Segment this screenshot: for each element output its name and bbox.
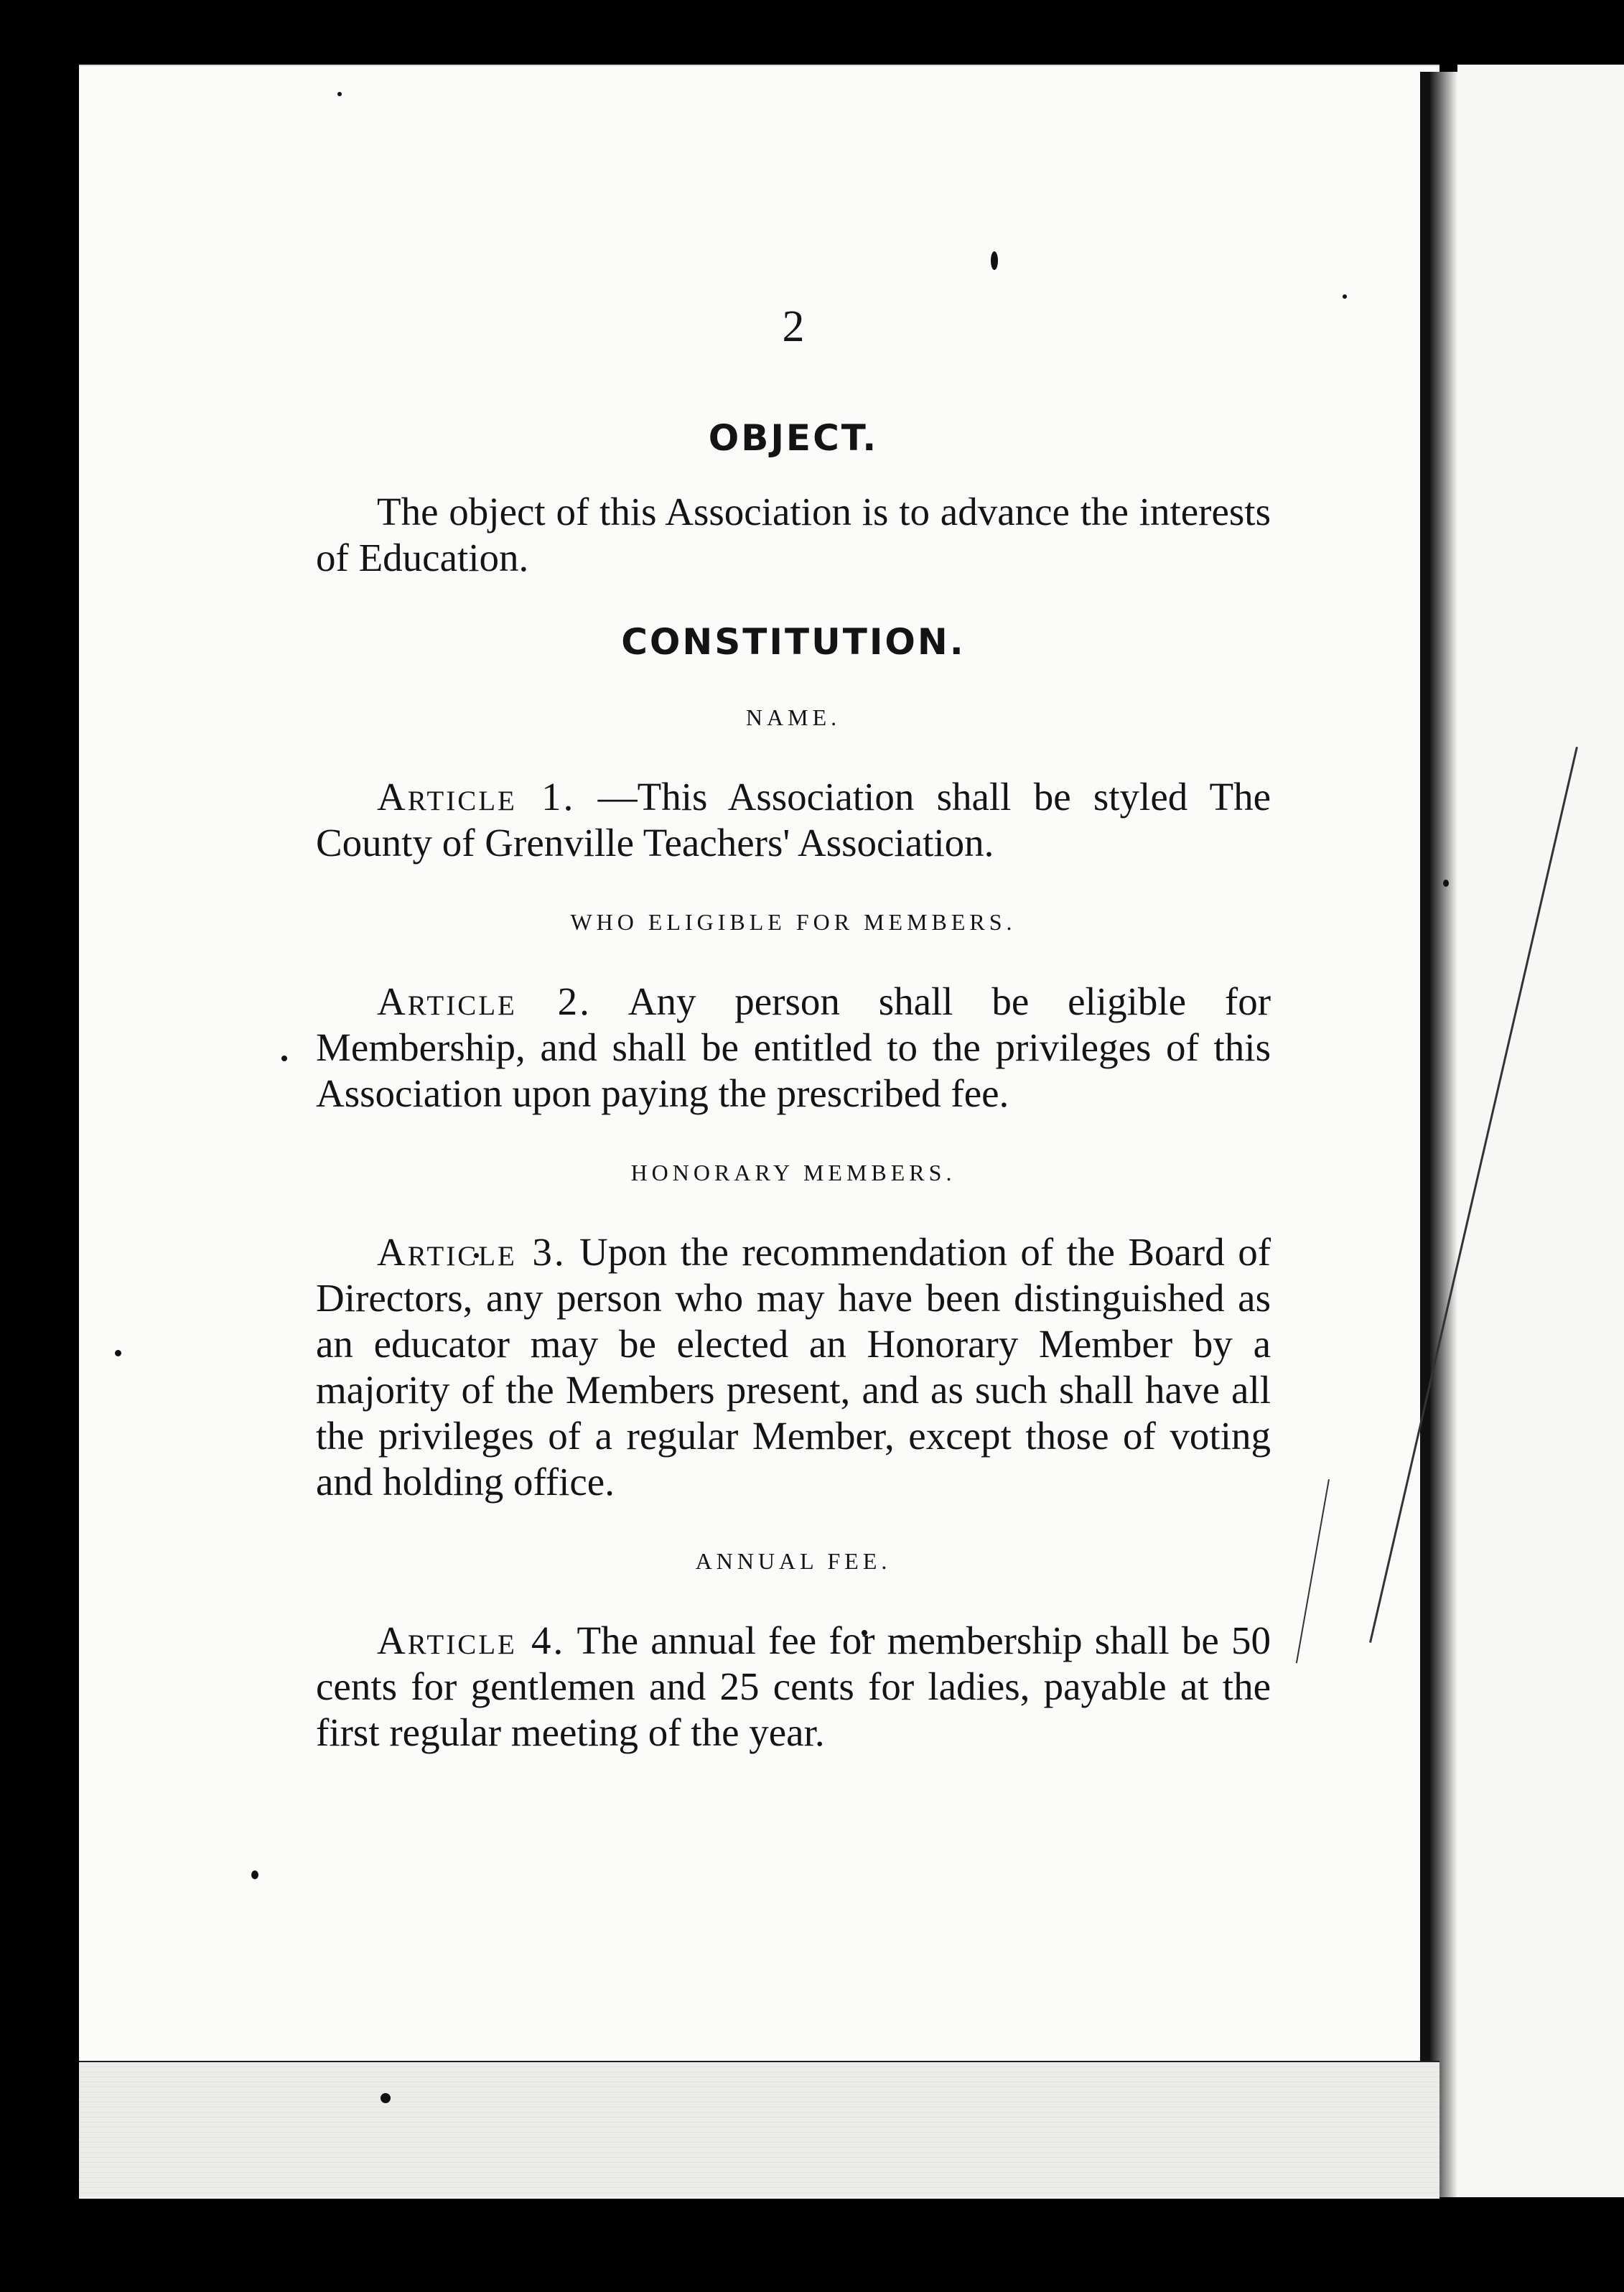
ink-speck (115, 1350, 121, 1356)
page-text (316, 302, 1271, 1756)
article-paragraph (316, 1618, 1271, 1756)
ink-speck (281, 1056, 287, 1061)
ink-speck (337, 92, 342, 96)
ink-speck (381, 2093, 391, 2103)
ink-speck (991, 251, 998, 270)
article-label: Article 3. (377, 1230, 566, 1274)
article-text: The annual fee for membership shall be 50 cents for gentlemen and 25 cents for ladies, payable at the first regular meeting of the year. (316, 1618, 1271, 1754)
article-text: —This Association shall be styled The County of Grenville Teachers' Association. (316, 775, 1271, 865)
article-paragraph (316, 979, 1271, 1117)
page-edge-strip (79, 2062, 1439, 2197)
section-subheading: WHO ELIGIBLE FOR MEMBERS. (570, 909, 1017, 935)
adjacent-page (1457, 65, 1624, 2197)
ink-speck (1443, 880, 1449, 887)
section-name (316, 704, 1271, 866)
article-label: Article 4. (377, 1618, 566, 1662)
ink-speck (251, 1871, 258, 1879)
object-text: The object of this Association is to advance the interests of Education. (316, 490, 1271, 579)
page-number: 2 (782, 302, 805, 351)
section-eligibility (316, 909, 1271, 1117)
section-subheading: NAME. (745, 704, 841, 730)
section-annual-fee (316, 1548, 1271, 1756)
article-paragraph (316, 1229, 1271, 1505)
constitution-heading: CONSTITUTION. (621, 621, 966, 663)
section-subheading: HONORARY MEMBERS. (630, 1160, 956, 1185)
spine-shadow (1430, 72, 1457, 2197)
article-text: Any person shall be eligible for Membership, and shall be entitled to the privileges of this Association upon paying the prescribed fee. (316, 979, 1271, 1115)
section-honorary (316, 1160, 1271, 1505)
object-heading: OBJECT. (708, 417, 879, 459)
article-paragraph (316, 774, 1271, 866)
section-subheading: ANNUAL FEE. (695, 1548, 892, 1574)
ink-speck (1343, 294, 1347, 299)
book-spine (1420, 72, 1430, 2197)
article-label: Article 2. (377, 979, 592, 1023)
article-label: Article 1. (377, 775, 576, 819)
article-text: Upon the recommendation of the Board of Directors, any person who may have been distinguished as an educator may be elected an Honorary Member by a majority of the Members present, and as such shall have all the privileges of a regular Member, except those of voting and holding office. (316, 1230, 1271, 1504)
